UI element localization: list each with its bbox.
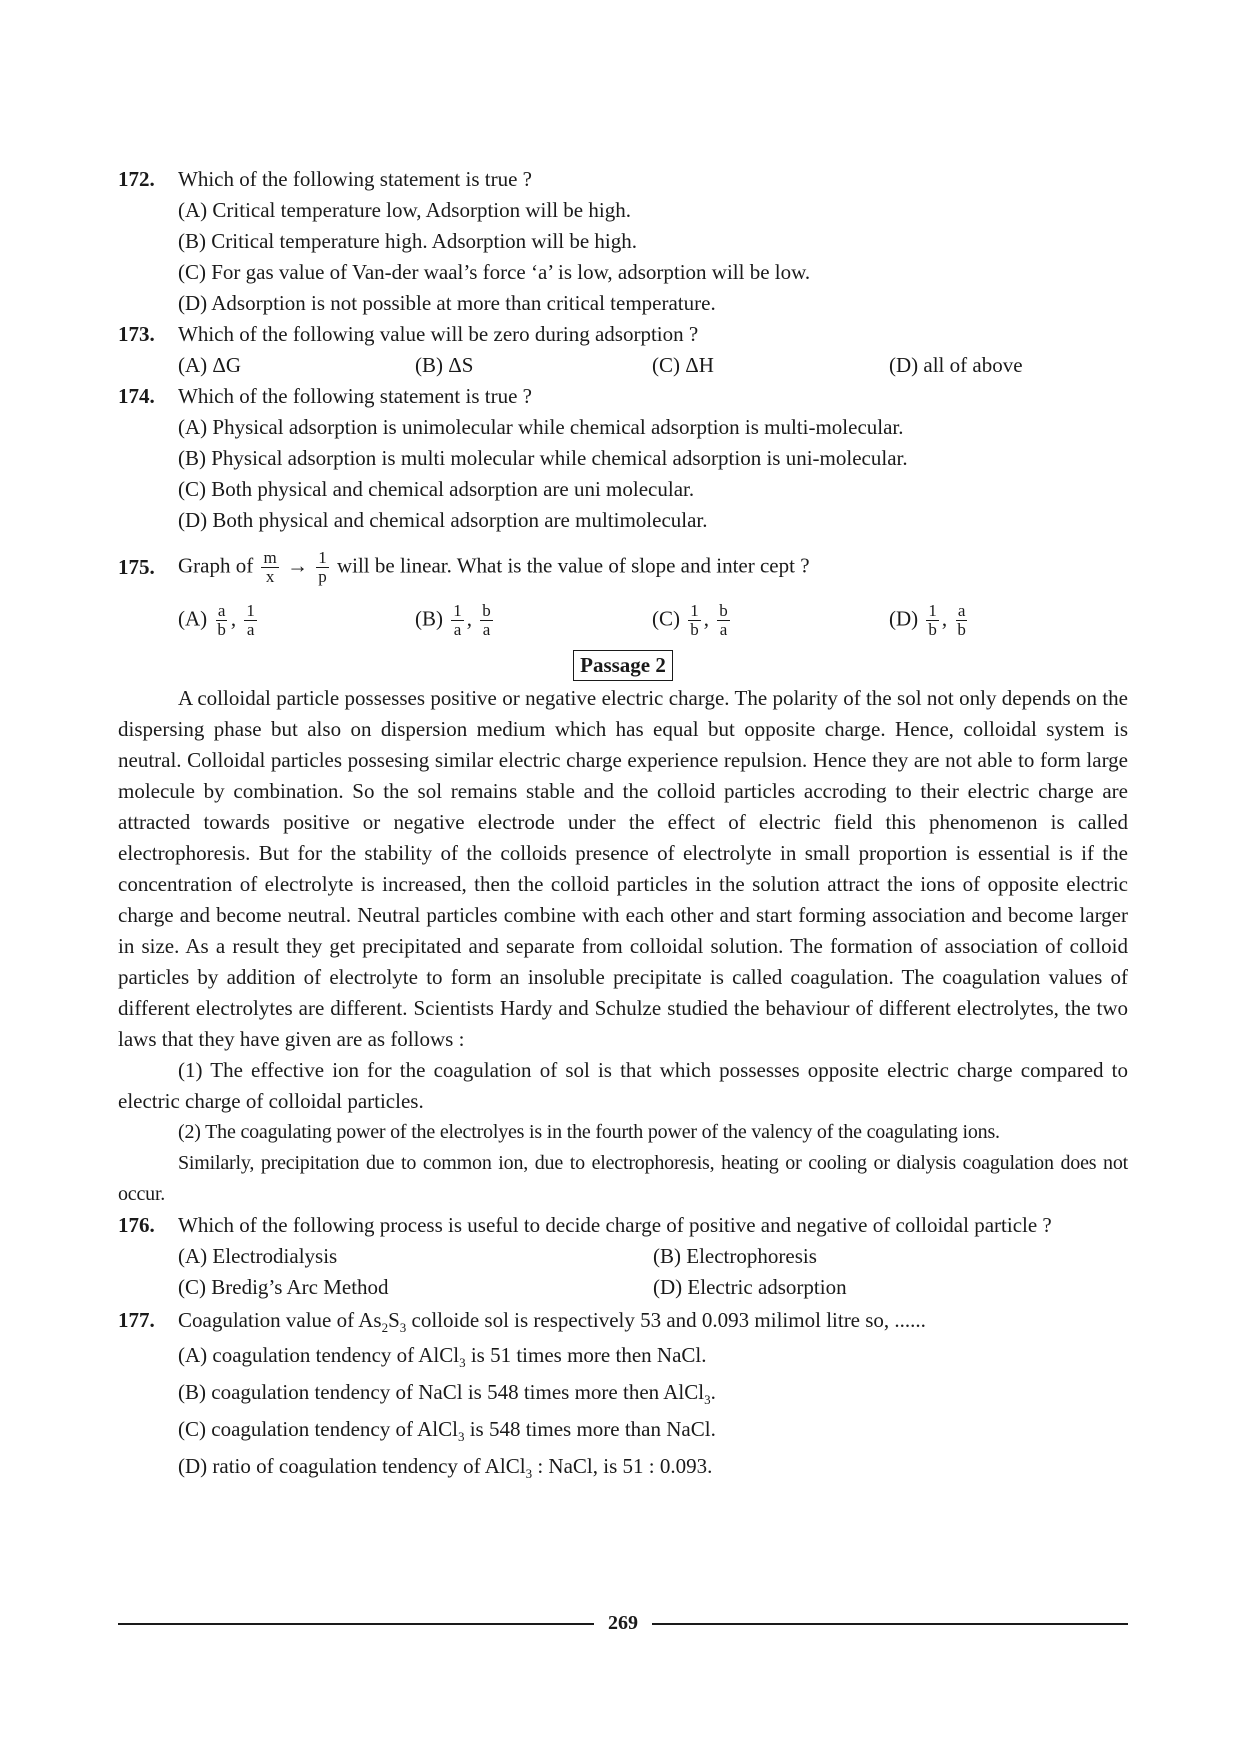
options-row xyxy=(118,592,1128,648)
numerator: a xyxy=(217,600,226,620)
numerator: 1 xyxy=(246,600,255,620)
option-a: (A) $\frac{a}{b}$ , $\frac{1}{a}$ xyxy=(178,600,255,639)
fraction-1-over-p xyxy=(316,549,329,586)
text-part: (C) coagulation tendency of AlCl xyxy=(178,1417,458,1441)
option-d xyxy=(118,1448,1128,1485)
footer-rule-right xyxy=(652,1623,1128,1625)
subscript: 3 xyxy=(525,1466,533,1482)
subscript: 2 xyxy=(381,1320,389,1336)
denominator: a xyxy=(246,619,255,639)
option-d: (D) Electric adsorption xyxy=(653,1275,847,1299)
text-graph-of: Graph of xyxy=(178,552,254,577)
text-part: (B) coagulation tendency of NaCl is 548 times more then AlCl xyxy=(178,1380,705,1404)
option-b: (B) ΔS xyxy=(415,353,474,377)
question-text: Which of the following value will be zero during adsorption ? xyxy=(178,322,699,346)
content xyxy=(118,164,1128,1485)
text-part: . xyxy=(710,1380,716,1404)
subscript: 3 xyxy=(459,1355,466,1371)
question-number: 175. xyxy=(118,554,155,579)
option-d: (D) Both physical and chemical adsorption are multimolecular. xyxy=(178,508,708,532)
question-177 xyxy=(118,1303,1128,1337)
option-a xyxy=(118,1337,1128,1374)
text-part: S xyxy=(388,1308,400,1332)
text-linear: will be linear. What is the value of slope and inter cept ? xyxy=(336,552,810,577)
fraction xyxy=(244,602,257,639)
passage-title-wrap xyxy=(118,650,1128,683)
denominator: b xyxy=(217,619,226,639)
passage-title: Passage 2 xyxy=(573,650,673,681)
option-d: (D) all of above xyxy=(889,353,1023,377)
option-b: (B) Electrophoresis xyxy=(653,1244,817,1268)
text-part: : NaCl, is 51 : 0.093. xyxy=(532,1454,713,1478)
option-b: (B) $\frac{1}{a}$ , $\frac{b}{a}$ xyxy=(415,600,491,639)
question-text: Which of the following process is useful to decide charge of positive and negative of colloidal particle ? xyxy=(178,1213,1052,1237)
question-text: Which of the following statement is true ? xyxy=(178,384,532,408)
fraction xyxy=(926,602,939,639)
question-number: 173. xyxy=(118,322,155,346)
numerator: 1 xyxy=(453,600,462,620)
option-label: (D) xyxy=(889,605,919,630)
option-c: (C) ΔH xyxy=(652,353,714,377)
denominator: b xyxy=(928,619,937,639)
numerator: a xyxy=(957,600,966,620)
text-part: Coagulation value of As xyxy=(178,1308,382,1332)
denominator: a xyxy=(453,619,462,639)
question-175 xyxy=(118,542,1128,592)
page-number: 269 xyxy=(608,1612,638,1634)
numerator: m xyxy=(263,547,277,567)
question-text xyxy=(178,1303,1128,1337)
denominator: b xyxy=(957,619,966,639)
option-d: (D) $\frac{1}{b}$ , $\frac{a}{b}$ xyxy=(889,600,966,639)
text-part: (A) coagulation tendency of AlCl xyxy=(178,1343,460,1367)
denominator: x xyxy=(265,566,275,586)
denominator: a xyxy=(719,619,728,639)
numerator: b xyxy=(482,600,491,620)
page-footer xyxy=(118,1608,1128,1639)
option-a: (A) Electrodialysis xyxy=(178,1244,338,1268)
numerator: 1 xyxy=(928,600,937,620)
option-c xyxy=(118,1411,1128,1448)
passage-paragraph-1: A colloidal particle possesses positive or negative electric charge. The polarity of the sol not only depends on the dispersing phase but also on dispersion medium which has equal but opposite charge. Hence, colloidal system is neutral. Colloidal particles possesing similar electric charge experience repulsion. Hence they are not able to form large molecule by combination. So the sol remains stable and the colloid particles accroding to their electric charge are attracted towards positive or negative electrode under the effect of electric field this phenomenon is called electrophoresis. But for the stability of the colloids presence of electrolyte in small proportion is essential is if the concentration of electrolyte is increased, then the colloid particles in the solution attract the ions of opposite electric charge and become neutral. Neutral particles combine with each other and start forming association and become larger in size. As a result they get precipitated and separate from colloidal solution. The formation of association of colloid particles by addition of electrolyte to form an insoluble precipitate is called coagulation. The coagulation values of different electrolytes are different. Scientists Hardy and Schulze studied the behaviour of different electrolytes, the two laws that they have given are as follows : xyxy=(118,686,1128,1051)
fraction xyxy=(215,602,228,639)
footer-rule-left xyxy=(118,1623,594,1625)
fraction xyxy=(955,602,968,639)
subscript: 3 xyxy=(704,1392,711,1408)
question-number: 177. xyxy=(118,1308,155,1332)
text-part: colloide sol is respectively 53 and 0.093 milimol litre so, ...... xyxy=(406,1308,926,1332)
arrow: → xyxy=(286,552,308,577)
option-c: (C) Bredig’s Arc Method xyxy=(178,1275,389,1299)
subscript: 3 xyxy=(457,1429,465,1445)
passage-paragraph-2: (1) The effective ion for the coagulation of sol is that which possesses opposite electric charge compared to electric charge of colloidal particles. xyxy=(118,1058,1128,1113)
option-label: (C) xyxy=(652,605,680,630)
numerator: 1 xyxy=(318,547,327,567)
numerator: 1 xyxy=(690,600,699,620)
option-a: (A) ΔG xyxy=(178,353,242,377)
option-a: (A) Critical temperature low, Adsorption will be high. xyxy=(178,198,631,222)
text-part: (D) ratio of coagulation tendency of AlCl xyxy=(178,1454,526,1478)
fraction xyxy=(717,602,730,639)
question-text: Which of the following statement is true ? xyxy=(178,167,532,191)
question-number: 172. xyxy=(118,167,155,191)
question-172 xyxy=(118,164,1128,195)
passage-paragraph-3: (2) The coagulating power of the electrolyes is in the fourth power of the valency of the coagulating ions. xyxy=(178,1121,1000,1143)
options-row xyxy=(118,1241,1128,1272)
denominator: a xyxy=(482,619,491,639)
question-176 xyxy=(118,1210,1128,1241)
option-d: (D) Adsorption is not possible at more than critical temperature. xyxy=(178,291,716,315)
text-part: is 548 times more than NaCl. xyxy=(464,1417,716,1441)
fraction xyxy=(480,602,493,639)
numerator: b xyxy=(719,600,728,620)
option-label: (A) xyxy=(178,605,208,630)
options-row xyxy=(118,350,1128,381)
option-c: (C) $\frac{1}{b}$ , $\frac{b}{a}$ xyxy=(652,600,728,639)
fraction xyxy=(451,602,464,639)
options-row xyxy=(118,1272,1128,1303)
denominator: b xyxy=(690,619,699,639)
question-number: 174. xyxy=(118,384,155,408)
question-number: 176. xyxy=(118,1213,155,1237)
denominator: p xyxy=(318,566,327,586)
question-text xyxy=(178,549,1128,586)
subscript: 3 xyxy=(399,1320,407,1336)
passage-paragraph-4: Similarly, precipitation due to common ion, due to electrophoresis, heating or cooling or dialysis coagulation does not occur. xyxy=(118,1152,1128,1205)
option-a: (A) Physical adsorption is unimolecular while chemical adsorption is multi-molecular. xyxy=(178,415,904,439)
option-b: (B) Physical adsorption is multi molecular while chemical adsorption is uni-molecular. xyxy=(178,446,908,470)
option-c: (C) Both physical and chemical adsorption are uni molecular. xyxy=(178,477,695,501)
fraction-m-over-x xyxy=(261,549,278,586)
question-173 xyxy=(118,319,1128,350)
question-174 xyxy=(118,381,1128,412)
fraction xyxy=(688,602,701,639)
option-c: (C) For gas value of Van-der waal’s force ‘a’ is low, adsorption will be low. xyxy=(178,260,811,284)
option-b: (B) Critical temperature high. Adsorption will be high. xyxy=(178,229,637,253)
option-b xyxy=(118,1374,1128,1411)
option-label: (B) xyxy=(415,605,443,630)
text-part: is 51 times more then NaCl. xyxy=(465,1343,707,1367)
